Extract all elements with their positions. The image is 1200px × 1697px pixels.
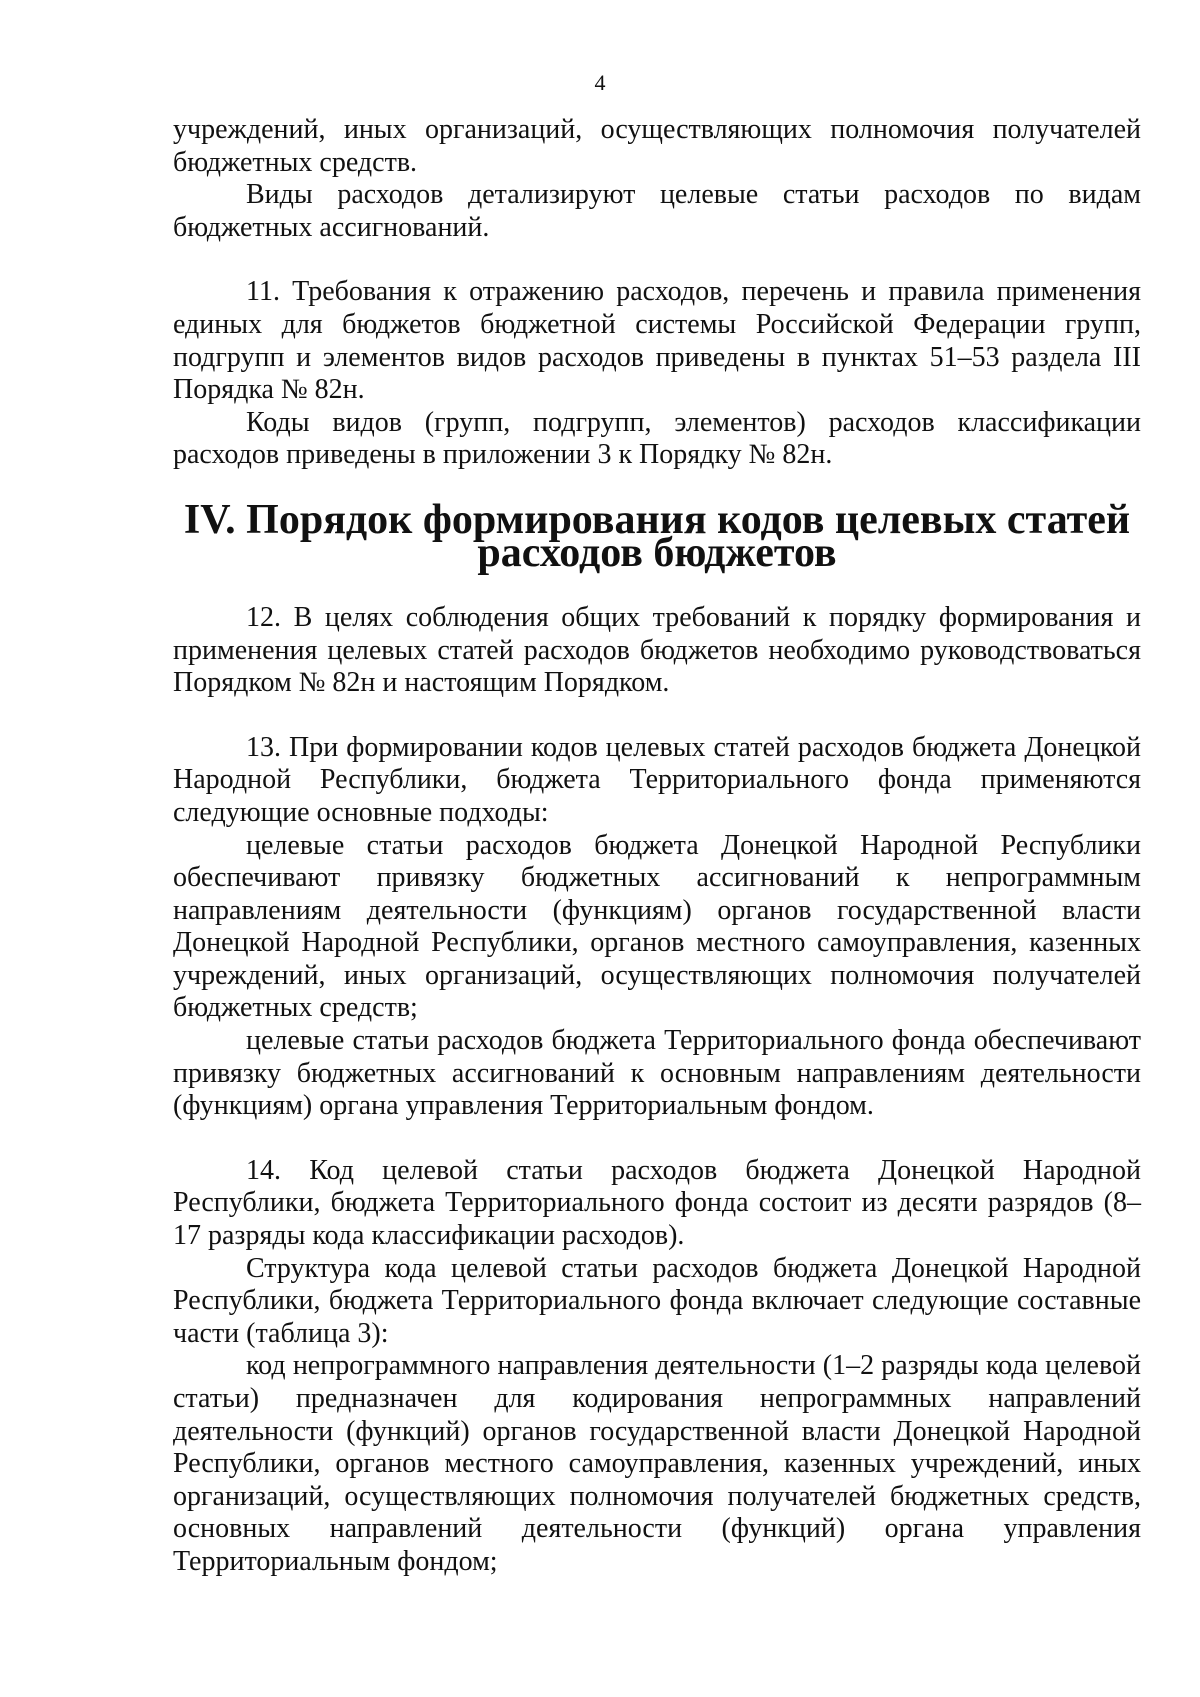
paragraph-republic-budget: целевые статьи расходов бюджета Донецкой Народной Республики обеспечивают привязку бюджетных ассигнований к непрограммным направлениям деятельности (функциям) органов государственной власти Донецкой Народной Республики, органов местного самоуправления, казенных учреждений, иных организаций, осуществляющих полномочия получателей бюджетных средств; — [173, 829, 1141, 1024]
paragraph-continuation: учреждений, иных организаций, осуществляющих полномочия получателей бюджетных средств. — [173, 114, 1141, 178]
paragraph-nonprogram-code: код непрограммного направления деятельности (1–2 разряды кода целевой статьи) предназначен для кодирования непрограммных направлений деятельности (функций) органов государственной власти Донецкой Народной Республики, органов местного самоуправления, казенных учреждений, иных организаций, осуществляющих полномочия получателей бюджетных средств, основных направлений деятельности (функций) органа управления Территориальным фондом; — [173, 1350, 1141, 1577]
paragraph-expense-codes: Коды видов (групп, подгрупп, элементов) расходов классификации расходов приведены в приложении 3 к Порядку № 82н. — [173, 406, 1141, 471]
section-heading-line-1: IV. Порядок формирования кодов целевых статей — [183, 496, 1131, 543]
paragraph-item-13: 13. При формировании кодов целевых статей расходов бюджета Донецкой Народной Республики, бюджета Территориального фонда применяются следующие основные подходы: — [173, 731, 1141, 828]
paragraph-item-11: 11. Требования к отражению расходов, перечень и правила применения единых для бюджетов бюджетной системы Российской Федерации групп, подгрупп и элементов видов расходов приведены в пунктах 51–53 раздела III Порядка № 82н. — [173, 276, 1141, 406]
paragraph-item-12: 12. В целях соблюдения общих требований к порядку формирования и применения целевых статей расходов бюджетов необходимо руководствоваться Порядком № 82н и настоящим Порядком. — [173, 601, 1141, 699]
paragraph-code-structure: Структура кода целевой статьи расходов бюджета Донецкой Народной Республики, бюджета Территориального фонда включает следующие составные части (таблица 3): — [173, 1252, 1141, 1349]
paragraph-item-14: 14. Код целевой статьи расходов бюджета Донецкой Народной Республики, бюджета Территориального фонда состоит из десяти разрядов (8–17 разряды кода классификации расходов). — [173, 1154, 1141, 1252]
paragraph-expense-types: Виды расходов детализируют целевые статьи расходов по видам бюджетных ассигнований. — [173, 179, 1141, 243]
page-number: 4 — [594, 70, 606, 95]
section-heading — [173, 496, 1141, 576]
document-body — [173, 114, 1141, 1579]
section-heading-line-2: расходов бюджетов — [477, 529, 837, 576]
paragraph-territorial-fund: целевые статьи расходов бюджета Территориального фонда обеспечивают привязку бюджетных ассигнований к основным направлениям деятельности (функциям) органа управления Территориальным фондом. — [173, 1025, 1141, 1122]
